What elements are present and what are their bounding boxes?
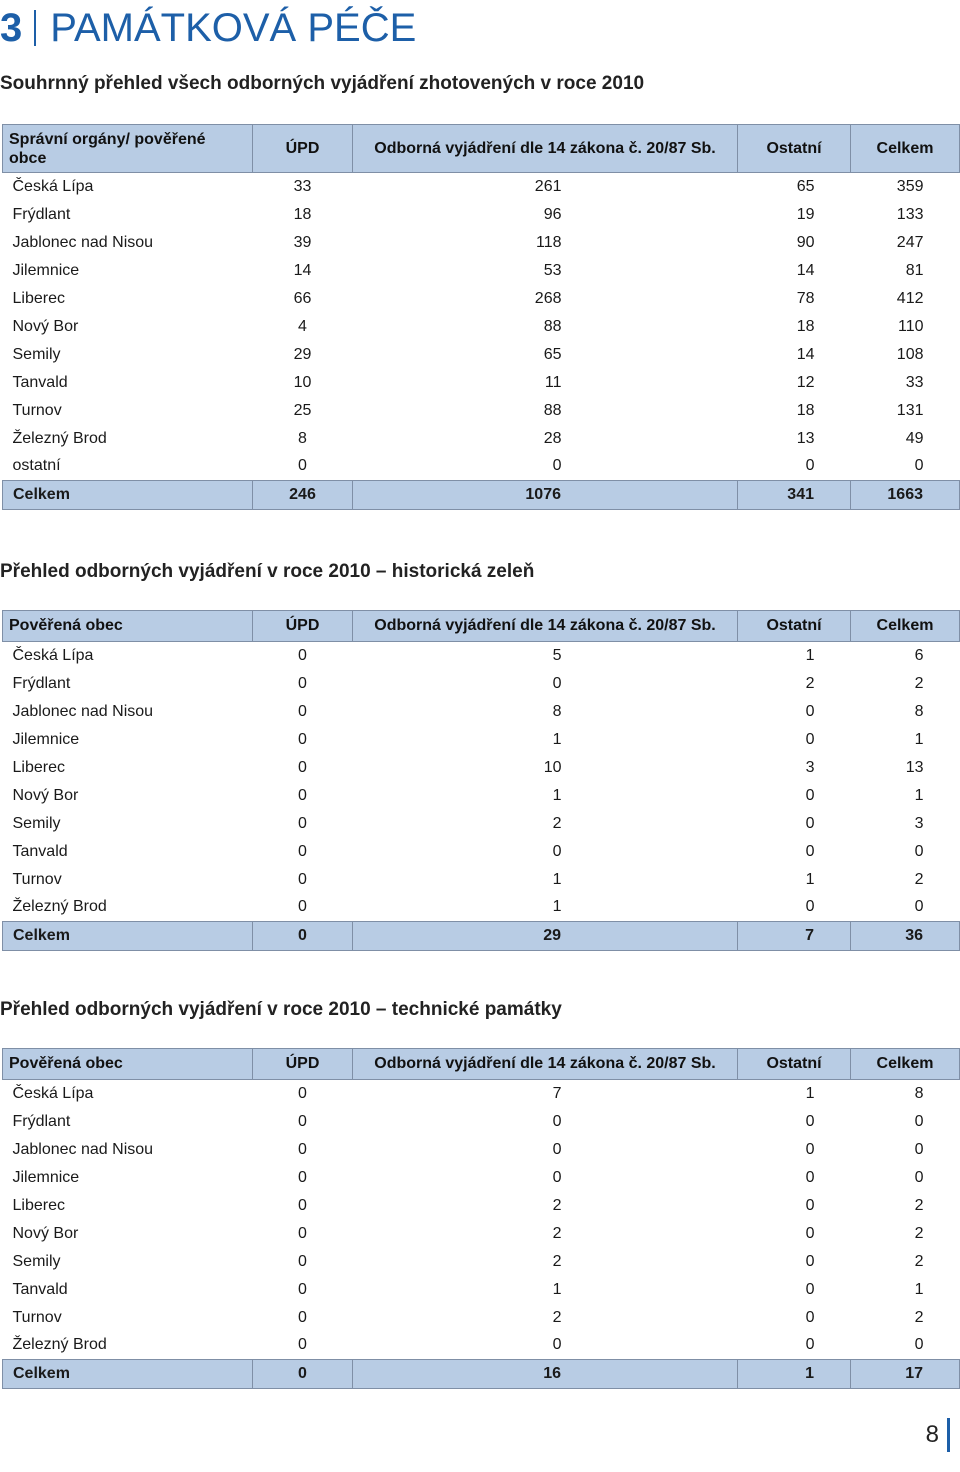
- table-cell: 0: [805, 702, 815, 720]
- table-cell: 0: [298, 1224, 307, 1242]
- table-cell: 25: [293, 401, 312, 419]
- table-row: [3, 782, 960, 810]
- table-cell: 29: [293, 345, 312, 363]
- table-cell: 2: [914, 1224, 924, 1242]
- total-cell: 0: [253, 922, 353, 951]
- table-cell: 0: [805, 1252, 815, 1270]
- table-cell: 0: [298, 842, 307, 860]
- table-cell: 81: [905, 261, 924, 279]
- table-cell: 1: [552, 870, 562, 888]
- row-label: Nový Bor: [12, 317, 79, 335]
- row-label: Frýdlant: [12, 1112, 71, 1130]
- row-label: Tanvald: [12, 373, 68, 391]
- table-cell: 0: [298, 1308, 307, 1326]
- table-cell: 90: [796, 233, 815, 251]
- table-cell: 0: [805, 1280, 815, 1298]
- table-cell: 0: [298, 1168, 307, 1186]
- table-cell: 1: [914, 786, 924, 804]
- table-cell: 0: [805, 898, 815, 916]
- table-row: [3, 1332, 960, 1360]
- table-cell: 359: [896, 177, 924, 195]
- total-cell: 341: [738, 481, 851, 510]
- row-label: Jilemnice: [12, 730, 80, 748]
- table-historic-greenery: [2, 610, 960, 951]
- column-header: Ostatní: [738, 125, 851, 173]
- table-cell: 0: [914, 457, 924, 475]
- section-title-summary: Souhrnný přehled všech odborných vyjádření zhotovených v roce 2010: [0, 73, 645, 94]
- row-label: Turnov: [12, 1308, 62, 1326]
- table-cell: 10: [293, 373, 312, 391]
- table-row: [3, 1136, 960, 1164]
- total-cell: 1: [738, 1360, 851, 1389]
- table-cell: 2: [914, 1308, 924, 1326]
- table-cell: 1: [805, 646, 815, 664]
- table-cell: 66: [293, 289, 312, 307]
- table-cell: 0: [298, 730, 307, 748]
- table-row: [3, 285, 960, 313]
- table-cell: 0: [805, 1140, 815, 1158]
- total-cell: 1663: [851, 481, 960, 510]
- table-cell: 1: [914, 1280, 924, 1298]
- column-header: Ostatní: [738, 611, 851, 642]
- table-cell: 18: [293, 205, 312, 223]
- section-title-historic-greenery: Přehled odborných vyjádření v roce 2010 – historická zeleň: [0, 561, 535, 582]
- table-cell: 12: [796, 373, 815, 391]
- table-cell: 2: [552, 814, 562, 832]
- total-label: Celkem: [3, 481, 253, 510]
- table-header-row: [3, 611, 960, 642]
- table-cell: 0: [552, 457, 562, 475]
- column-header: Odborná vyjádření dle 14 zákona č. 20/87 Sb.: [353, 125, 738, 173]
- table-row: [3, 201, 960, 229]
- table-row: [3, 425, 960, 453]
- table-cell: 0: [298, 702, 307, 720]
- table-cell: 14: [796, 345, 815, 363]
- table-row: [3, 229, 960, 257]
- table-cell: 0: [298, 1336, 307, 1354]
- total-cell: 16: [353, 1360, 738, 1389]
- table-cell: 0: [298, 1280, 307, 1298]
- row-label: Železný Brod: [12, 1336, 107, 1354]
- table-cell: 0: [298, 674, 307, 692]
- column-header: Ostatní: [738, 1049, 851, 1080]
- row-label: Nový Bor: [12, 1224, 79, 1242]
- table-row: [3, 866, 960, 894]
- table-cell: 1: [805, 870, 815, 888]
- table-row: [3, 369, 960, 397]
- table-cell: 53: [543, 261, 562, 279]
- table-row: [3, 173, 960, 201]
- table-row: [3, 1304, 960, 1332]
- total-cell: 7: [738, 922, 851, 951]
- table-cell: 33: [293, 177, 312, 195]
- table-cell: 0: [298, 457, 307, 475]
- row-label: Tanvald: [12, 1280, 68, 1298]
- table-cell: 268: [534, 289, 562, 307]
- column-header: Pověřená obec: [3, 1049, 253, 1080]
- table-cell: 10: [543, 758, 562, 776]
- table-technical-monuments: [2, 1048, 960, 1389]
- table-cell: 8: [914, 702, 924, 720]
- table-cell: 0: [914, 842, 924, 860]
- table-row: [3, 1220, 960, 1248]
- table-row: [3, 642, 960, 670]
- table-cell: 0: [298, 1112, 307, 1130]
- table-cell: 0: [805, 814, 815, 832]
- row-label: Semily: [12, 814, 61, 832]
- table-cell: 0: [914, 1112, 924, 1130]
- table-cell: 0: [552, 674, 562, 692]
- table-cell: 96: [543, 205, 562, 223]
- table-cell: 49: [905, 429, 924, 447]
- table-cell: 7: [552, 1084, 562, 1102]
- table-cell: 2: [552, 1308, 562, 1326]
- table-cell: 1: [805, 1084, 815, 1102]
- row-label: Frýdlant: [12, 674, 71, 692]
- table-row: [3, 726, 960, 754]
- table-row: [3, 1080, 960, 1108]
- table-cell: 0: [914, 1336, 924, 1354]
- row-label: Turnov: [12, 870, 62, 888]
- column-header: Správní orgány/ pověřené obce: [3, 125, 253, 173]
- table-cell: 0: [552, 1112, 562, 1130]
- table-cell: 0: [298, 814, 307, 832]
- table-cell: 110: [897, 317, 924, 335]
- table-cell: 0: [805, 1224, 815, 1242]
- table-cell: 8: [914, 1084, 924, 1102]
- chapter-number: 3: [0, 5, 23, 50]
- table-cell: 0: [914, 898, 924, 916]
- page-number-bar: [947, 1418, 950, 1452]
- table-cell: 4: [298, 317, 307, 335]
- table-cell: 19: [796, 205, 815, 223]
- table-cell: 0: [298, 1196, 307, 1214]
- table-row: [3, 1192, 960, 1220]
- total-cell: 1076: [353, 481, 738, 510]
- table-cell: 14: [293, 261, 312, 279]
- table-cell: 0: [298, 1252, 307, 1270]
- table-cell: 0: [552, 842, 562, 860]
- chapter-title: PAMÁTKOVÁ PÉČE: [50, 5, 417, 50]
- table-cell: 0: [298, 758, 307, 776]
- table-cell: 0: [298, 898, 307, 916]
- total-label: Celkem: [3, 1360, 253, 1389]
- table-row: [3, 1276, 960, 1304]
- column-header: ÚPD: [253, 611, 353, 642]
- table-row: [3, 1248, 960, 1276]
- table-cell: 0: [298, 1140, 307, 1158]
- table-cell: 65: [796, 177, 815, 195]
- table-cell: 412: [896, 289, 924, 307]
- chapter-heading: [0, 4, 416, 52]
- table-cell: 5: [552, 646, 562, 664]
- table-cell: 0: [552, 1168, 562, 1186]
- table-row: [3, 313, 960, 341]
- table-cell: 0: [805, 730, 815, 748]
- table-cell: 28: [543, 429, 562, 447]
- table-cell: 1: [552, 730, 562, 748]
- total-row: [3, 1360, 960, 1389]
- total-cell: 246: [253, 481, 353, 510]
- row-label: Jablonec nad Nisou: [12, 233, 154, 251]
- chapter-divider: [34, 10, 36, 46]
- table-cell: 118: [535, 233, 562, 251]
- page-number-text: 8: [925, 1421, 939, 1448]
- table-cell: 3: [914, 814, 924, 832]
- table-row: [3, 1108, 960, 1136]
- table-row: [3, 1164, 960, 1192]
- table-cell: 2: [914, 674, 924, 692]
- table-cell: 0: [914, 1168, 924, 1186]
- table-cell: 0: [805, 1112, 815, 1130]
- table-row: [3, 894, 960, 922]
- row-label: Jablonec nad Nisou: [12, 702, 154, 720]
- total-cell: 29: [353, 922, 738, 951]
- table-cell: 0: [805, 842, 815, 860]
- table-cell: 8: [298, 429, 307, 447]
- table-cell: 2: [805, 674, 815, 692]
- table-cell: 65: [543, 345, 562, 363]
- row-label: Frýdlant: [12, 205, 71, 223]
- total-cell: 0: [253, 1360, 353, 1389]
- table-cell: 0: [298, 870, 307, 888]
- table-cell: 0: [552, 1336, 562, 1354]
- row-label: Jilemnice: [12, 261, 80, 279]
- row-label: ostatní: [12, 457, 61, 475]
- page-number: [926, 1418, 950, 1452]
- total-row: [3, 481, 960, 510]
- table-header-row: [3, 125, 960, 173]
- table-cell: 1: [552, 786, 562, 804]
- total-row: [3, 922, 960, 951]
- table-cell: 1: [914, 730, 924, 748]
- row-label: Česká Lípa: [12, 177, 94, 195]
- column-header: Odborná vyjádření dle 14 zákona č. 20/87 Sb.: [353, 1049, 738, 1080]
- table-cell: 108: [896, 345, 924, 363]
- table-cell: 88: [543, 401, 562, 419]
- table-row: [3, 397, 960, 425]
- table-header-row: [3, 1049, 960, 1080]
- table-cell: 0: [805, 1168, 815, 1186]
- table-cell: 2: [914, 870, 924, 888]
- section-title-technical-monuments: Přehled odborných vyjádření v roce 2010 – technické památky: [0, 999, 562, 1020]
- table-cell: 13: [905, 758, 924, 776]
- column-header: ÚPD: [253, 1049, 353, 1080]
- table-cell: 88: [543, 317, 562, 335]
- table-cell: 18: [796, 317, 815, 335]
- table-summary: [2, 124, 960, 510]
- row-label: Turnov: [12, 401, 62, 419]
- row-label: Železný Brod: [12, 898, 107, 916]
- table-cell: 0: [805, 457, 815, 475]
- table-cell: 0: [298, 786, 307, 804]
- column-header: Celkem: [851, 1049, 960, 1080]
- column-header: ÚPD: [253, 125, 353, 173]
- table-cell: 8: [552, 702, 562, 720]
- table-cell: 0: [805, 1308, 815, 1326]
- table-cell: 11: [544, 373, 562, 391]
- table-cell: 0: [298, 646, 307, 664]
- row-label: Tanvald: [12, 842, 68, 860]
- table-row: [3, 810, 960, 838]
- table-cell: 261: [534, 177, 562, 195]
- table-cell: 2: [914, 1252, 924, 1270]
- table-cell: 18: [796, 401, 815, 419]
- column-header: Pověřená obec: [3, 611, 253, 642]
- table-cell: 133: [896, 205, 924, 223]
- column-header: Celkem: [851, 611, 960, 642]
- table-cell: 2: [914, 1196, 924, 1214]
- table-cell: 131: [896, 401, 924, 419]
- table-cell: 78: [796, 289, 815, 307]
- row-label: Česká Lípa: [12, 646, 94, 664]
- column-header: Celkem: [851, 125, 960, 173]
- table-cell: 2: [552, 1252, 562, 1270]
- row-label: Jablonec nad Nisou: [12, 1140, 154, 1158]
- row-label: Nový Bor: [12, 786, 79, 804]
- table-row: [3, 453, 960, 481]
- table-cell: 14: [796, 261, 815, 279]
- table-cell: 1: [552, 898, 562, 916]
- row-label: Česká Lípa: [12, 1084, 94, 1102]
- row-label: Liberec: [12, 1196, 65, 1214]
- total-label: Celkem: [3, 922, 253, 951]
- table-cell: 0: [298, 1084, 307, 1102]
- row-label: Jilemnice: [12, 1168, 80, 1186]
- table-row: [3, 754, 960, 782]
- table-cell: 39: [293, 233, 312, 251]
- row-label: Semily: [12, 1252, 61, 1270]
- column-header: Odborná vyjádření dle 14 zákona č. 20/87 Sb.: [353, 611, 738, 642]
- table-cell: 0: [552, 1140, 562, 1158]
- table-cell: 6: [914, 646, 924, 664]
- table-cell: 0: [805, 1336, 815, 1354]
- table-cell: 0: [805, 1196, 815, 1214]
- row-label: Liberec: [12, 289, 65, 307]
- row-label: Železný Brod: [12, 429, 107, 447]
- table-row: [3, 257, 960, 285]
- total-cell: 17: [851, 1360, 960, 1389]
- table-cell: 247: [896, 233, 924, 251]
- table-cell: 0: [805, 786, 815, 804]
- table-cell: 33: [905, 373, 924, 391]
- table-row: [3, 838, 960, 866]
- table-cell: 2: [552, 1196, 562, 1214]
- table-cell: 0: [914, 1140, 924, 1158]
- table-cell: 3: [805, 758, 815, 776]
- table-row: [3, 341, 960, 369]
- table-row: [3, 698, 960, 726]
- table-cell: 13: [796, 429, 815, 447]
- table-cell: 2: [552, 1224, 562, 1242]
- table-row: [3, 670, 960, 698]
- row-label: Liberec: [12, 758, 65, 776]
- row-label: Semily: [12, 345, 61, 363]
- total-cell: 36: [851, 922, 960, 951]
- table-cell: 1: [552, 1280, 562, 1298]
